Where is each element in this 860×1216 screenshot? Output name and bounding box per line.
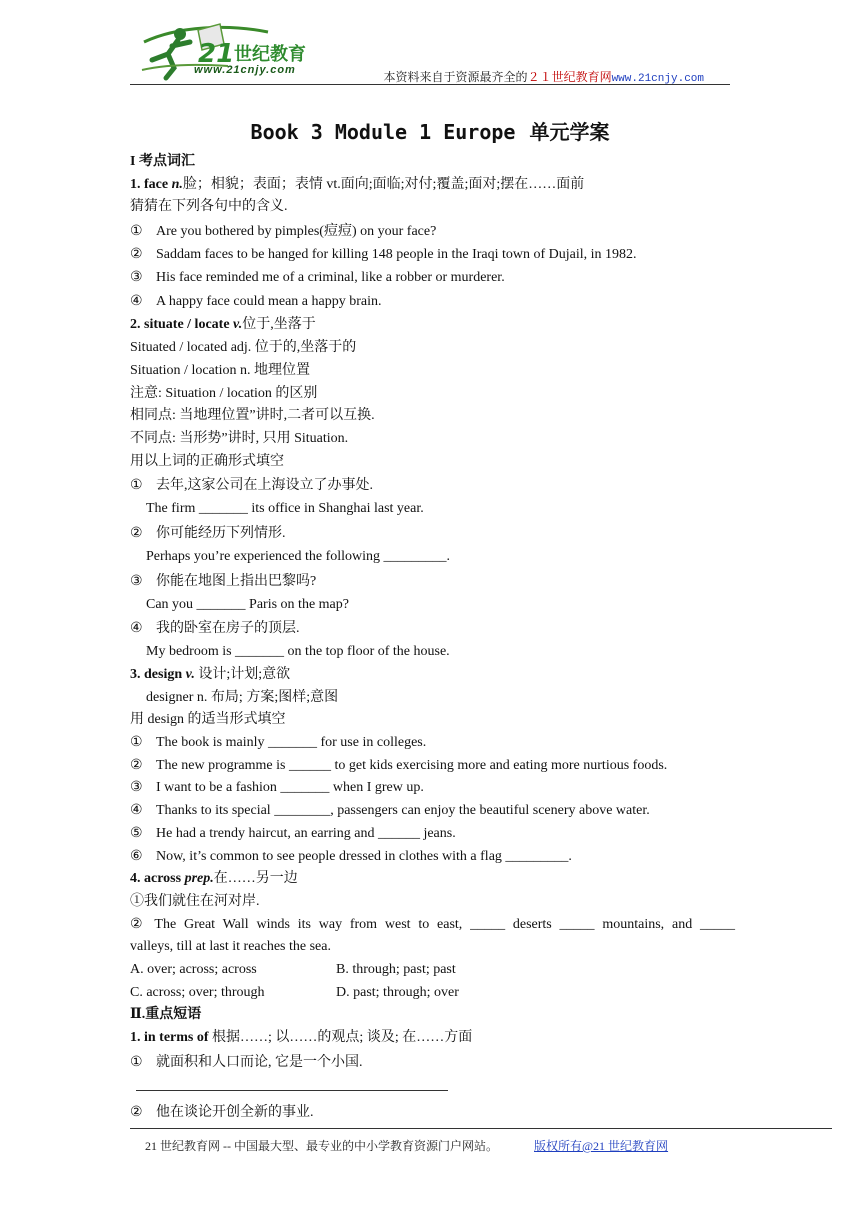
line-text-rest: 根据……; 以……的观点; 谈及; 在……方面	[212, 1030, 473, 1045]
line-text: 他在谈论开创全新的事业.	[156, 1104, 314, 1120]
title-chinese: 单元学案	[529, 120, 610, 144]
header-note-prefix: 本资料来自于资源最齐全的	[383, 70, 528, 84]
text-line	[130, 498, 735, 521]
line-text-rest: 脸；相貌；表面；表情 vt.面向;面临;对付;覆盖;面对;摆在……面前	[182, 176, 585, 192]
line-text: The new programme is ______ to get kids exercising more and eating more nurtious foods.	[156, 757, 668, 773]
line-text: Are you bothered by pimples(痘痘) on your face?	[156, 224, 437, 240]
line-text: The firm _______ its office in Shanghai last year.	[146, 501, 424, 517]
line-text: 我的卧室在房子的顶层.	[156, 621, 300, 637]
text-line	[130, 959, 735, 982]
text-line	[130, 405, 735, 428]
line-text: 相同点: 当地理位置”讲时,二者可以互换.	[130, 408, 375, 424]
line-text: 你可能经历下列情形.	[156, 525, 286, 541]
text-line	[130, 641, 735, 664]
text-line	[130, 800, 735, 823]
line-text-rest: 位于,坐落于	[242, 317, 316, 333]
line-text: 用以上词的正确形式填空	[130, 453, 284, 469]
line-text: 3. design	[130, 667, 186, 682]
part-of-speech: prep.	[184, 871, 214, 887]
answer-option: B. through; past; past	[336, 961, 456, 977]
text-line	[130, 936, 735, 959]
line-text: He had a trendy haircut, an earring and ______ jeans.	[156, 825, 456, 841]
text-line	[130, 777, 735, 800]
item-number: ②	[130, 525, 143, 541]
item-number: ①	[130, 478, 143, 494]
item-number: ⑥	[130, 848, 143, 864]
line-text: 2. situate / locate	[130, 317, 234, 333]
text-line	[130, 267, 735, 290]
text-line	[130, 1004, 735, 1027]
footer-text: 21 世纪教育网 -- 中国最大型、最专业的中小学教育资源门户网站。	[145, 1139, 498, 1153]
text-line	[130, 451, 735, 474]
text-line	[130, 383, 735, 406]
text-line	[130, 687, 735, 710]
line-text: Can you _______ Paris on the map?	[146, 596, 349, 612]
text-line	[130, 473, 735, 498]
item-number: ③	[130, 269, 143, 285]
line-text: valleys, till at last it reaches the sea.	[130, 939, 331, 955]
text-line	[130, 219, 735, 244]
text-line	[130, 289, 735, 314]
text-line	[130, 982, 735, 1005]
part-of-speech: v.	[185, 667, 195, 682]
header-note	[384, 68, 704, 85]
text-line	[130, 732, 735, 755]
text-line	[130, 891, 735, 914]
item-number: ②	[130, 1104, 143, 1120]
line-text: 注意: Situation / location 的区别	[130, 385, 318, 401]
answer-option: C. across; over; through	[130, 984, 265, 1000]
item-number: ④	[130, 294, 143, 310]
page-header	[130, 20, 730, 86]
line-text: designer n. 布局; 方案;图样;意图	[146, 689, 339, 705]
page-footer	[145, 1137, 668, 1154]
line-text: 不同点: 当形势”讲时, 只用 Situation.	[130, 430, 349, 446]
line-text: 用 design 的适当形式填空	[130, 712, 286, 728]
line-text: The book is mainly _______ for use in colleges.	[156, 735, 427, 751]
text-line	[130, 546, 735, 569]
item-number: ③	[130, 780, 143, 796]
part-of-speech: v.	[233, 317, 243, 333]
line-text: Saddam faces to be hanged for killing 148 people in the Iraqi town of Dujail, in 1982.	[156, 247, 637, 263]
line-text-rest: 设计;计划;意欲	[194, 667, 291, 682]
line-text: Situation / location n. 地理位置	[130, 362, 311, 378]
page-title	[0, 116, 860, 145]
text-line	[130, 428, 735, 451]
text-line	[130, 569, 735, 594]
text-line	[130, 174, 735, 197]
line-text: I 考点词汇	[130, 154, 195, 169]
item-number: ②	[130, 247, 143, 263]
text-line	[130, 594, 735, 617]
line-text: 去年,这家公司在上海设立了办事处.	[156, 478, 373, 494]
text-line	[130, 1075, 735, 1100]
text-line	[130, 196, 735, 219]
line-text: A happy face could mean a happy brain.	[156, 294, 382, 310]
text-line	[130, 823, 735, 846]
line-text: 4. across	[130, 871, 185, 887]
text-line	[130, 709, 735, 732]
text-line	[130, 244, 735, 267]
line-text: ①我们就住在河对岸.	[130, 893, 260, 909]
line-text: His face reminded me of a criminal, like a robber or murderer.	[156, 269, 505, 285]
footer-divider	[130, 1128, 832, 1129]
line-text: 1. in terms of	[130, 1030, 213, 1045]
line-text: Situated / located adj. 位于的,坐落于的	[130, 340, 357, 356]
item-number: ③	[130, 573, 143, 589]
item-number: ⑤	[130, 825, 143, 841]
answer-option: A. over; across; across	[130, 961, 257, 977]
text-line	[130, 1027, 735, 1050]
line-text: ② The Great Wall winds its way from west to east, _____ deserts _____ mountains, and _____	[130, 916, 735, 932]
logo-url-text: www.21cnjy.com	[194, 64, 296, 76]
text-line	[130, 314, 735, 337]
text-line	[130, 1050, 735, 1075]
item-number: ④	[130, 621, 143, 637]
answer-option: D. past; through; over	[336, 984, 459, 1000]
line-text-rest: 在……另一边	[213, 871, 298, 887]
text-line	[130, 360, 735, 383]
item-number: ②	[130, 757, 143, 773]
svg-text:世纪教育: 世纪教育	[234, 44, 306, 65]
text-line	[130, 151, 735, 174]
text-line	[130, 1100, 735, 1125]
text-line	[130, 664, 735, 687]
header-url-link[interactable]: www.21cnjy.com	[611, 73, 704, 85]
text-line	[130, 755, 735, 778]
item-number: ①	[130, 224, 143, 240]
text-line	[130, 868, 735, 891]
header-divider	[130, 84, 730, 85]
item-number: ①	[130, 1054, 143, 1070]
part-of-speech: n.	[171, 176, 183, 192]
text-line	[130, 914, 735, 937]
title-english: Book 3 Module 1 Europe	[250, 120, 516, 144]
line-text: Perhaps you’re experienced the following _________.	[146, 548, 451, 564]
line-text: My bedroom is _______ on the top floor of the house.	[146, 644, 450, 660]
line-text: Ⅱ.重点短语	[130, 1007, 202, 1023]
footer-copyright-link[interactable]: 版权所有@21 世纪教育网	[534, 1139, 669, 1153]
document-body	[130, 151, 735, 1125]
line-text: 猜猜在下列各句中的含义.	[130, 199, 288, 215]
text-line	[130, 616, 735, 641]
text-line	[130, 846, 735, 869]
svg-text:21: 21	[198, 39, 235, 69]
header-site-link[interactable]: ２１世纪教育网	[527, 70, 612, 84]
text-line	[130, 521, 735, 546]
line-text: I want to be a fashion _______ when I grew up.	[156, 780, 424, 796]
item-number: ①	[130, 735, 143, 751]
line-text: 1. face	[130, 176, 172, 192]
line-text: Thanks to its special ________, passengers can enjoy the beautiful scenery above water.	[156, 803, 650, 819]
text-line	[130, 337, 735, 360]
line-text: 你能在地图上指出巴黎吗?	[156, 573, 317, 589]
line-text: Now, it’s common to see people dressed in clothes with a flag _________.	[156, 848, 572, 864]
answer-blank-line	[136, 1076, 448, 1091]
item-number: ④	[130, 803, 143, 819]
line-text: 就面积和人口而论, 它是一个小国.	[156, 1054, 363, 1070]
